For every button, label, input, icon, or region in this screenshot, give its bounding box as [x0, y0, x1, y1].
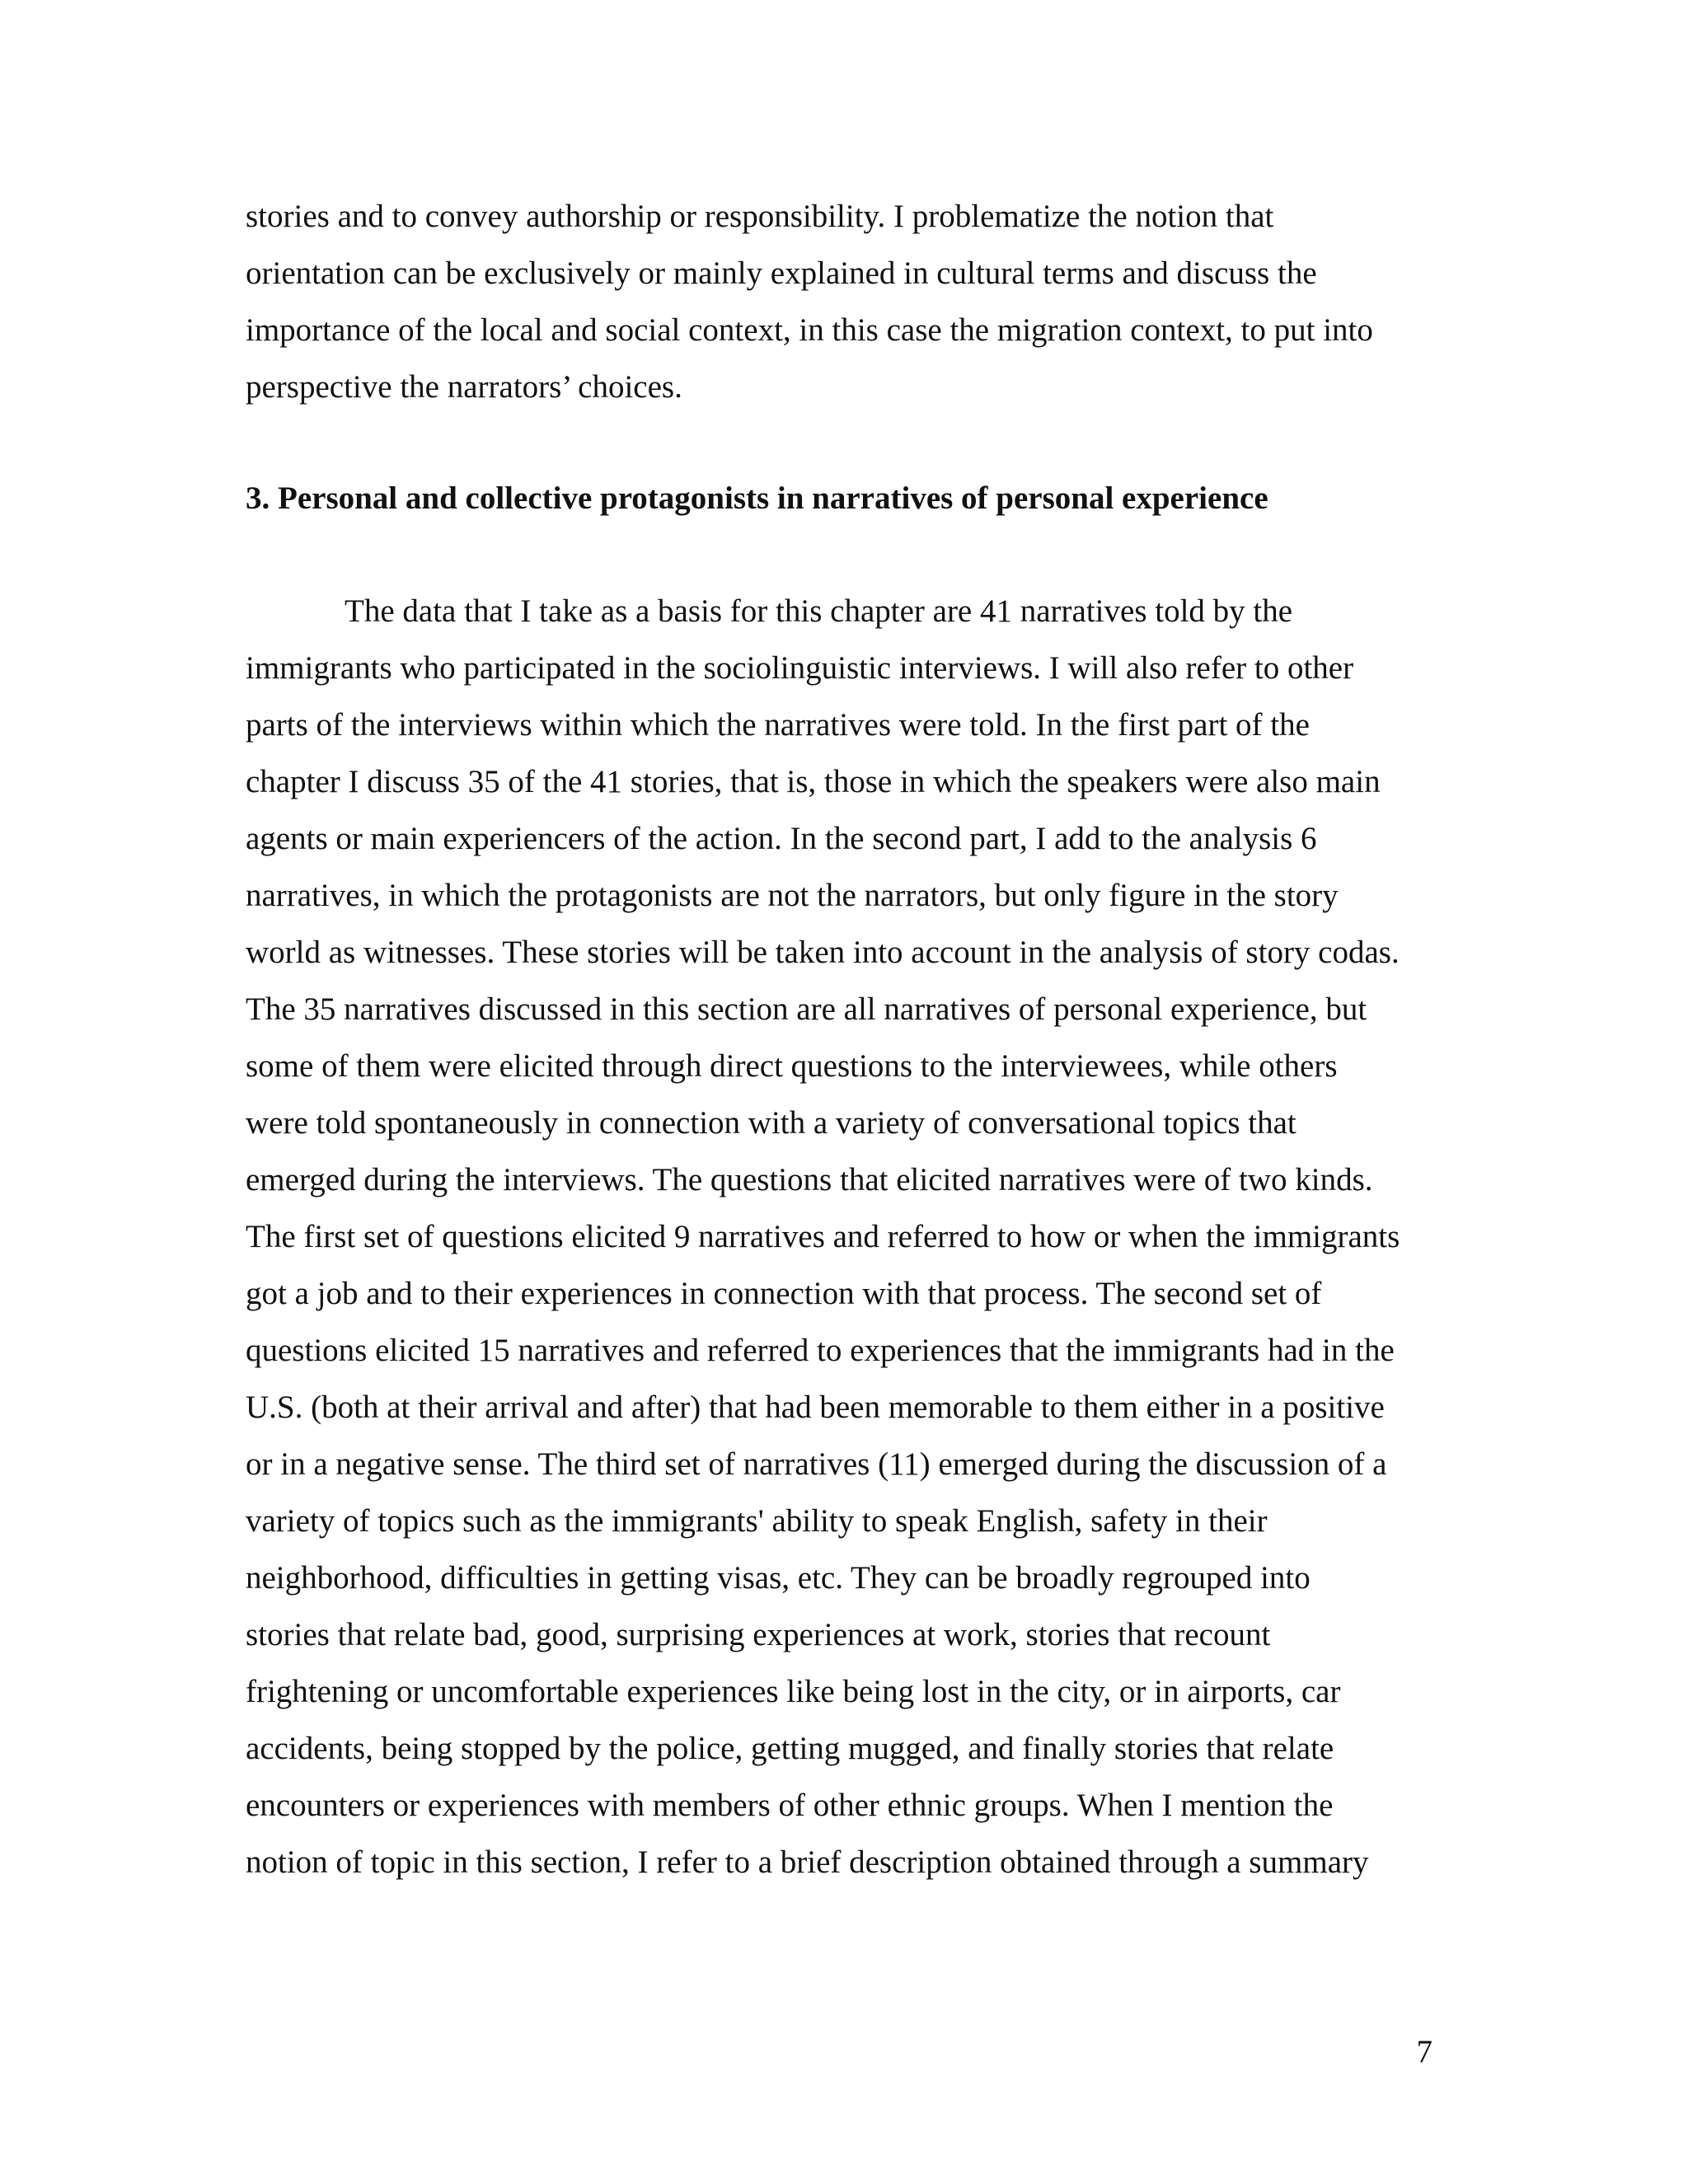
text-line: parts of the interviews within which the narratives were told. In the first part of the	[246, 707, 1310, 743]
text-line: perspective the narrators’ choices.	[246, 369, 682, 405]
text-line: The 35 narratives discussed in this section are all narratives of personal experience, but	[246, 991, 1367, 1027]
paragraph-intro	[246, 188, 1432, 415]
text-line: questions elicited 15 narratives and referred to experiences that the immigrants had in the	[246, 1333, 1395, 1368]
text-line: stories that relate bad, good, surprising experiences at work, stories that recount	[246, 1617, 1271, 1652]
text-line: neighborhood, difficulties in getting visas, etc. They can be broadly regrouped into	[246, 1560, 1311, 1596]
text-line: emerged during the interviews. The questions that elicited narratives were of two kinds.	[246, 1162, 1373, 1197]
text-line: encounters or experiences with members of other ethnic groups. When I mention the	[246, 1788, 1334, 1823]
text-line: accidents, being stopped by the police, getting mugged, and finally stories that relate	[246, 1731, 1334, 1766]
text-line: or in a negative sense. The third set of narratives (11) emerged during the discussion of a	[246, 1446, 1387, 1482]
text-line: chapter I discuss 35 of the 41 stories, that is, those in which the speakers were also main	[246, 764, 1381, 799]
text-line: U.S. (both at their arrival and after) that had been memorable to them either in a positive	[246, 1390, 1385, 1425]
text-line: frightening or uncomfortable experiences like being lost in the city, or in airports, car	[246, 1674, 1341, 1709]
text-line: agents or main experiencers of the action. In the second part, I add to the analysis 6	[246, 821, 1317, 856]
text-line: were told spontaneously in connection with a variety of conversational topics that	[246, 1105, 1296, 1141]
section-heading: 3. Personal and collective protagonists in narratives of personal experience	[246, 480, 1268, 516]
text-line: variety of topics such as the immigrants' ability to speak English, safety in their	[246, 1503, 1268, 1539]
text-line: The data that I take as a basis for this chapter are 41 narratives told by the	[345, 593, 1293, 629]
paragraph-data	[246, 583, 1432, 1891]
text-line: world as witnesses. These stories will be taken into account in the analysis of story codas.	[246, 935, 1400, 970]
text-line: orientation can be exclusively or mainly explained in cultural terms and discuss the	[246, 255, 1317, 291]
text-line: immigrants who participated in the sociolinguistic interviews. I will also refer to other	[246, 650, 1354, 686]
text-line: some of them were elicited through direct questions to the interviewees, while others	[246, 1048, 1338, 1084]
text-line: importance of the local and social context, in this case the migration context, to put into	[246, 312, 1373, 348]
text-line: narratives, in which the protagonists are not the narrators, but only figure in the story	[246, 878, 1339, 913]
text-line: The first set of questions elicited 9 narratives and referred to how or when the immigrants	[246, 1219, 1400, 1254]
text-line: notion of topic in this section, I refer to a brief description obtained through a summary	[246, 1844, 1369, 1880]
page-number: 7	[1416, 2034, 1432, 2069]
text-line: stories and to convey authorship or responsibility. I problematize the notion that	[246, 199, 1274, 234]
text-line: got a job and to their experiences in connection with that process. The second set of	[246, 1276, 1322, 1311]
